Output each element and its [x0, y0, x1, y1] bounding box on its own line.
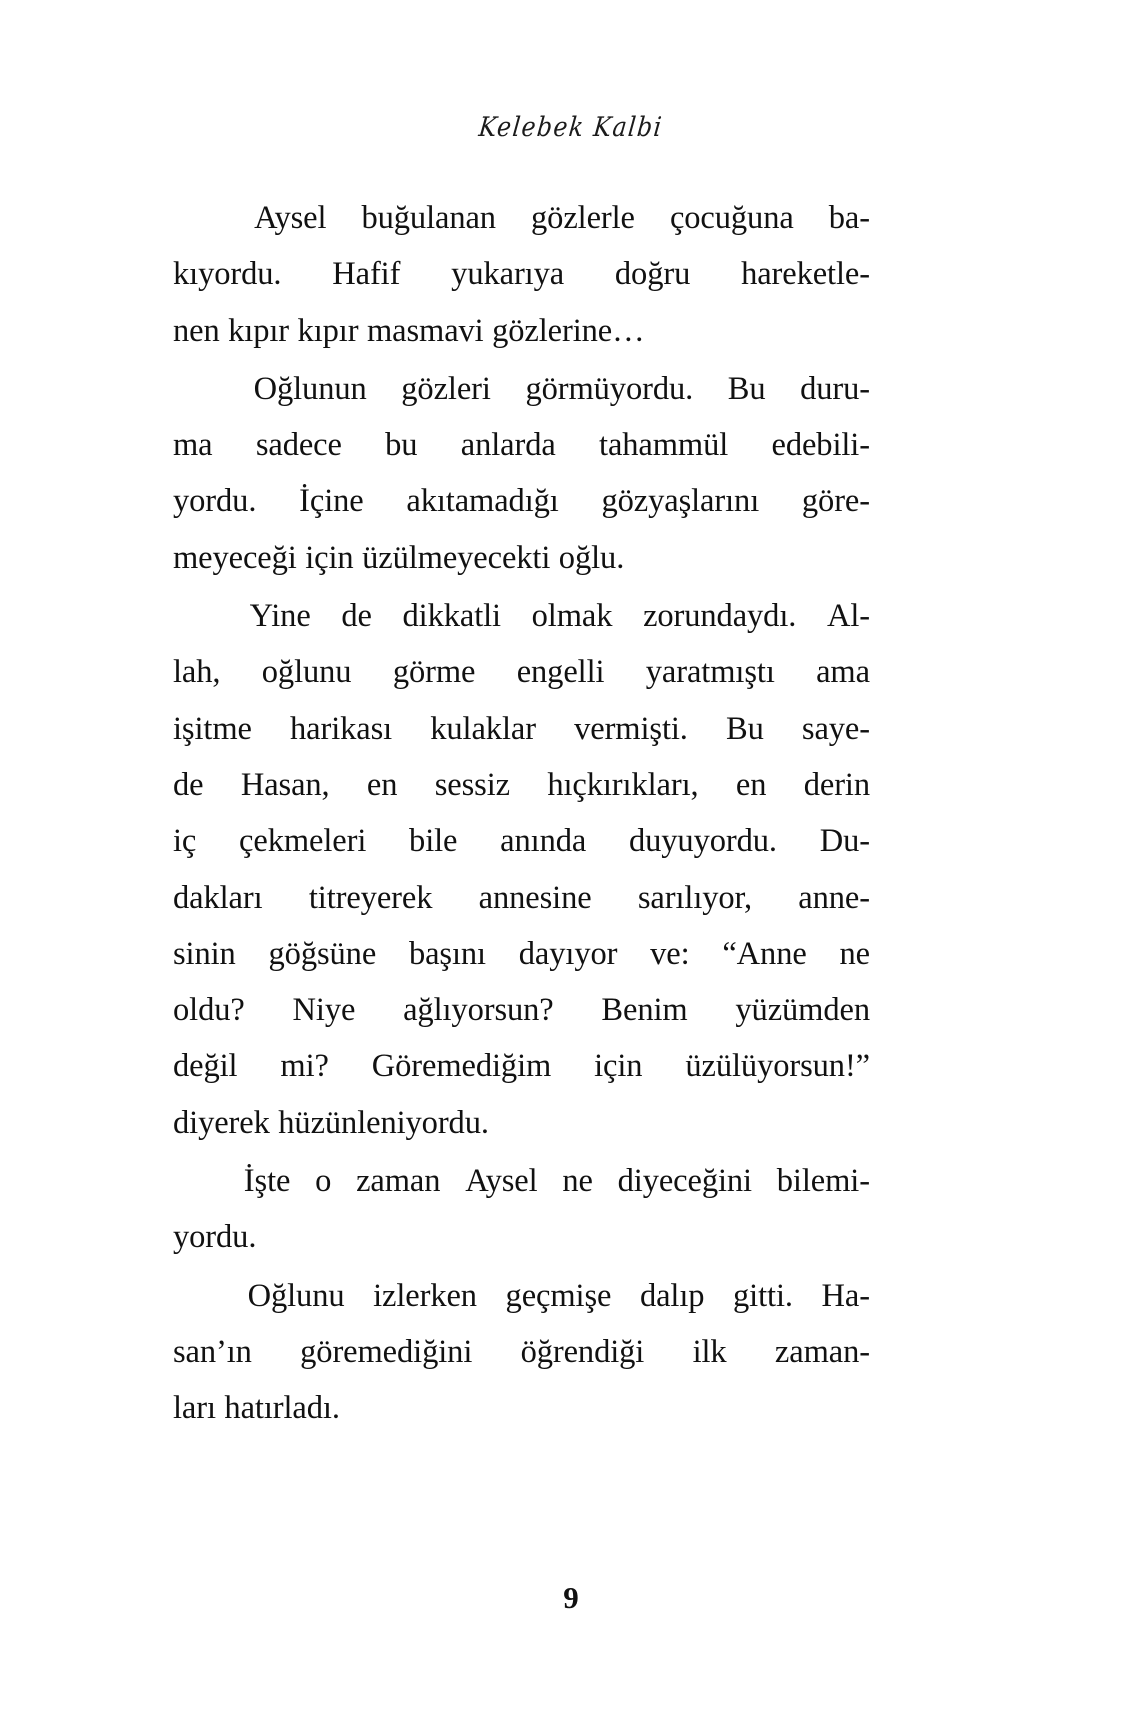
- word: zorundaydı.: [643, 598, 797, 635]
- word: Aysel: [465, 1163, 538, 1200]
- word: oldu?: [173, 992, 245, 1029]
- word: yaratmıştı: [645, 654, 775, 691]
- word: görmüyordu.: [525, 370, 694, 407]
- paragraph-indent: [173, 361, 219, 417]
- word: gözlerle: [531, 200, 635, 236]
- word: olmak: [531, 598, 613, 635]
- word: ne: [839, 935, 870, 972]
- word: sadece: [255, 427, 342, 464]
- word: Benim: [601, 992, 688, 1029]
- running-head: [0, 112, 1142, 143]
- word: gözyaşlarını: [601, 483, 760, 520]
- word: hıçkırıkları,: [547, 766, 699, 803]
- word: duyuyordu.: [628, 823, 777, 860]
- word: Hasan,: [240, 766, 330, 803]
- word: duru-: [800, 370, 870, 407]
- text-line: [173, 1268, 870, 1324]
- word: de: [341, 598, 372, 635]
- word: nen kıpır kıpır masmavi gözlerine…: [173, 312, 645, 349]
- word: mi?: [280, 1048, 329, 1085]
- word: değil: [173, 1048, 238, 1085]
- word: öğrendiği: [520, 1333, 645, 1370]
- word: Niye: [292, 992, 356, 1029]
- word: derin: [803, 766, 870, 803]
- paragraph-indent: [173, 1153, 219, 1209]
- word: lah,: [173, 654, 221, 691]
- word: kıyordu.: [173, 256, 282, 293]
- word: sessiz: [434, 766, 510, 803]
- word: İşte: [243, 1163, 291, 1200]
- word: üzülüyorsun!”: [685, 1048, 870, 1085]
- word: anne-: [798, 879, 870, 916]
- paragraph: [173, 361, 870, 586]
- word: saye-: [801, 710, 870, 747]
- word: ba-: [828, 200, 870, 236]
- word: en: [735, 766, 767, 803]
- paragraph: [173, 190, 870, 359]
- word: ağlıyorsun?: [403, 992, 554, 1029]
- word: zaman-: [774, 1333, 870, 1370]
- word: kulaklar: [430, 710, 536, 747]
- word: göremediğini: [300, 1333, 473, 1370]
- word: harikası: [290, 710, 393, 747]
- word: diyeceğini: [617, 1163, 752, 1200]
- word: Aysel: [254, 200, 327, 236]
- text-line: [173, 246, 870, 302]
- text-line: [173, 982, 870, 1038]
- word: Hafif: [332, 256, 401, 293]
- text-line: [173, 926, 870, 982]
- text-line: [173, 190, 870, 246]
- word: dayıyor: [518, 935, 618, 972]
- word: görme: [392, 654, 476, 691]
- word: çekmeleri: [239, 823, 367, 860]
- text-line: [173, 1380, 870, 1436]
- text-line: [173, 644, 870, 700]
- word: Bu: [726, 710, 764, 747]
- word: dakları: [173, 879, 263, 916]
- word: göğsüne: [268, 935, 377, 972]
- word: annesine: [478, 879, 592, 916]
- word: dalıp: [639, 1277, 705, 1314]
- paragraph: [173, 1153, 870, 1266]
- word: o: [315, 1163, 332, 1200]
- text-line: [173, 1153, 870, 1209]
- word: gözleri: [401, 370, 491, 407]
- paragraph: [173, 1268, 870, 1437]
- text-line: [173, 1038, 870, 1094]
- word: işitme: [173, 710, 252, 747]
- word: yüzümden: [735, 992, 870, 1029]
- word: zaman: [356, 1163, 441, 1200]
- word: ilk: [692, 1333, 727, 1370]
- word: Göremediğim: [371, 1048, 552, 1085]
- word: ma: [173, 427, 213, 464]
- text-line: [173, 813, 870, 869]
- word: ama: [816, 654, 870, 691]
- word: ları hatırladı.: [173, 1390, 340, 1427]
- word: izlerken: [373, 1277, 477, 1314]
- word: Yine: [249, 598, 311, 635]
- word: de: [173, 766, 204, 803]
- word: gitti.: [733, 1277, 793, 1314]
- word: en: [366, 766, 398, 803]
- word: Al-: [826, 598, 870, 635]
- word: meyeceği için üzülmeyecekti oğlu.: [173, 539, 625, 576]
- text-line: [173, 303, 870, 359]
- word: akıtamadığı: [406, 483, 559, 520]
- word: Ha-: [821, 1277, 870, 1314]
- word: sinin: [173, 935, 236, 972]
- word: doğru: [614, 256, 691, 293]
- text-line: [173, 473, 870, 529]
- text-line: [173, 701, 870, 757]
- word: İçine: [299, 483, 364, 520]
- word: hareketle-: [741, 256, 870, 293]
- text-line: [173, 1095, 870, 1151]
- text-line: [173, 1324, 870, 1380]
- word: Oğlunun: [253, 370, 367, 407]
- word: diyerek hüzünleniyordu.: [173, 1104, 489, 1141]
- word: ve:: [650, 935, 690, 972]
- text-line: [173, 588, 870, 644]
- body-text-block: [173, 190, 870, 1439]
- paragraph-indent: [173, 588, 219, 644]
- word: titreyerek: [308, 879, 433, 916]
- text-line: [173, 417, 870, 473]
- word: san’ın: [173, 1333, 252, 1370]
- text-line: [173, 870, 870, 926]
- word: dikkatli: [402, 598, 501, 635]
- word: Bu: [727, 370, 766, 407]
- text-line: [173, 1209, 870, 1265]
- text-line: [173, 361, 870, 417]
- page-number: 9: [563, 1580, 579, 1615]
- word: çocuğuna: [669, 200, 794, 236]
- word: yordu.: [173, 483, 257, 520]
- word: için: [594, 1048, 643, 1085]
- word: yukarıya: [451, 256, 565, 293]
- word: sarılıyor,: [637, 879, 752, 916]
- word: başını: [408, 935, 486, 972]
- paragraph: [173, 588, 870, 1151]
- word: geçmişe: [505, 1277, 612, 1314]
- word: vermişti.: [574, 710, 688, 747]
- text-line: [173, 757, 870, 813]
- word: buğulanan: [361, 200, 496, 236]
- word: göre-: [801, 483, 870, 520]
- word: “Anne: [722, 935, 807, 972]
- word: anında: [500, 823, 587, 860]
- word: yordu.: [173, 1219, 257, 1256]
- word: Du-: [819, 823, 870, 860]
- word: Oğlunu: [247, 1277, 345, 1314]
- running-head-title: Kelebek Kalbi: [477, 112, 665, 143]
- paragraph-indent: [173, 190, 219, 246]
- word: bu: [385, 427, 418, 464]
- word: engelli: [516, 654, 605, 691]
- word: tahammül: [599, 427, 729, 464]
- word: oğlunu: [261, 654, 352, 691]
- word: bile: [409, 823, 458, 860]
- word: bilemi-: [776, 1163, 870, 1200]
- word: iç: [173, 823, 197, 860]
- word: edebili-: [771, 427, 870, 464]
- word: ne: [562, 1163, 593, 1200]
- paragraph-indent: [173, 1268, 219, 1324]
- word: anlarda: [460, 427, 556, 464]
- text-line: [173, 530, 870, 586]
